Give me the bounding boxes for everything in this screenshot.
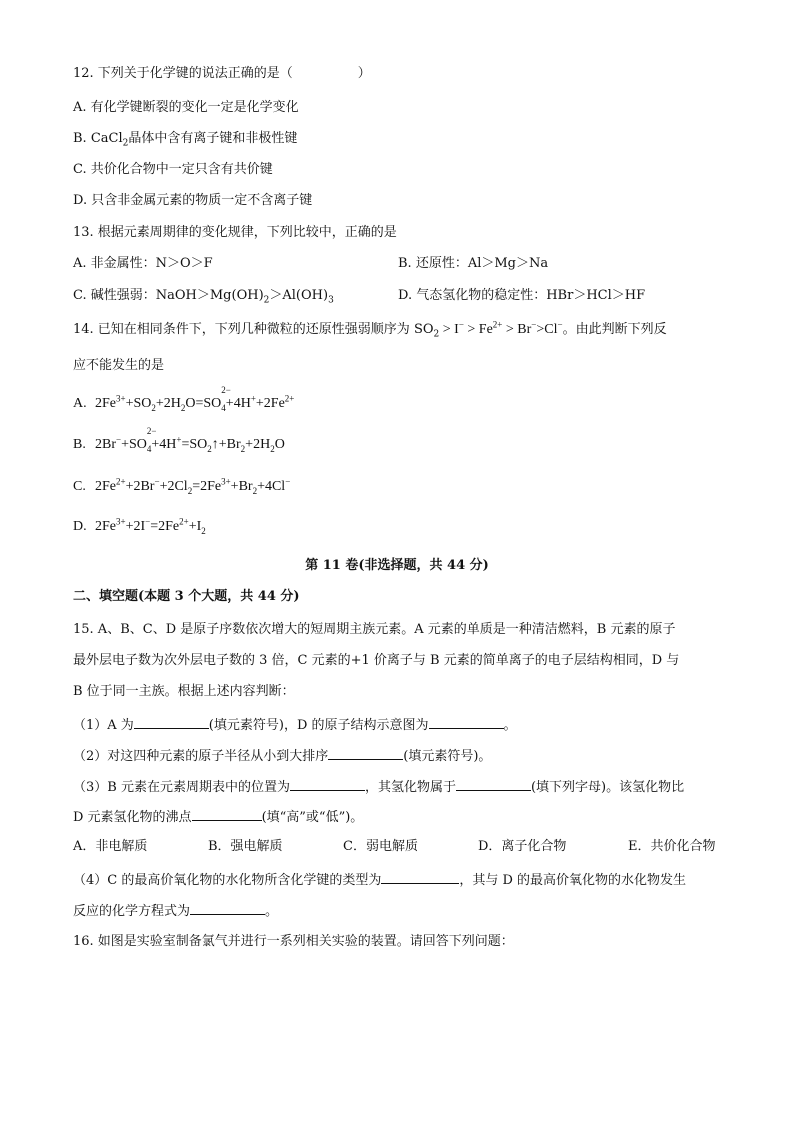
section-heading: 二、填空题(本题 3 个大题，共 44 分): [73, 589, 300, 604]
q14-stem-line2: 应不能发生的是: [73, 358, 165, 373]
q13-option-a: A. 非金属性：N＞O＞F: [73, 256, 213, 271]
q15-stem-line1: 15. A、B、C、D 是原子序数依次增大的短周期主族元素。A 元素的单质是一种清洁燃料，B 元素的原子: [73, 622, 676, 637]
q12-option-b: B. CaCl$_2$晶体中含有离子键和非极性键: [73, 131, 298, 149]
q13-stem: 13. 根据元素周期律的变化规律，下列比较中，正确的是: [73, 225, 397, 240]
q14-option-a: A. $2Fe^{3+}+SO_2+2H_2O=SO$ $_{2- 4}+4H^++2Fe^{2+}$: [73, 384, 295, 413]
choice-a: A．非电解质: [73, 839, 148, 854]
answer-blank[interactable]: [134, 716, 209, 729]
choice-c: C．弱电解质: [343, 839, 418, 854]
q15-stem-line2: 最外层电子数为次外层电子数的 3 倍，C 元素的+1 价离子与 B 元素的简单离子的电子层结构相同，D 与: [73, 653, 680, 668]
answer-blank[interactable]: [192, 808, 262, 821]
q14-option-d: D. $2Fe^{3+}+2I^-=2Fe^{2+}+I_2$: [73, 516, 206, 536]
q15-stem-line3: B 位于同一主族。根据上述内容判断：: [73, 684, 295, 699]
q12-option-d: D. 只含非金属元素的物质一定不含离子键: [73, 193, 313, 208]
q15-part3: （3）B 元素在元素周期表中的位置为 ，其氢化物属于 (填下列字母)。该氢化物比: [73, 780, 685, 795]
q14-option-b: B. 2Br−+SO $_{2- 4}+4H^+=SO_2↑+Br_2+2H_2O$: [73, 425, 285, 454]
answer-blank[interactable]: [456, 778, 531, 791]
q15-part4-cont: 反应的化学方程式为 。: [73, 904, 279, 919]
q14-stem-line1: 14. 已知在相同条件下，下列几种微粒的还原性强弱顺序为 $SO_2 > I^- > Fe^{2+} > Br^->Cl^-$。由此判断下列反: [73, 319, 667, 340]
q13-option-b: B. 还原性：Al＞Mg＞Na: [398, 256, 549, 271]
answer-blank[interactable]: [429, 716, 504, 729]
q15-part1: （1）A 为 (填元素符号)，D 的原子结构示意图为 。: [73, 718, 517, 733]
choice-d: D．离子化合物: [478, 839, 567, 854]
q12-option-c: C. 共价化合物中一定只含有共价键: [73, 162, 273, 177]
answer-blank[interactable]: [381, 871, 459, 884]
answer-blank[interactable]: [190, 902, 265, 915]
choice-e: E．共价化合物: [628, 839, 716, 854]
q15-choices: [73, 839, 716, 855]
q13-option-c: C. 碱性强弱：$NaOH>Mg(OH)_2>Al(OH)_3$: [73, 288, 334, 306]
q13-option-d: D. 气态氢化物的稳定性：HBr＞HCl＞HF: [398, 288, 646, 303]
answer-blank[interactable]: [290, 778, 365, 791]
q15-part3-cont: D 元素氢化物的沸点 (填“高”或“低”)。: [73, 810, 364, 825]
choice-b: B．强电解质: [208, 839, 283, 854]
section-title: 第 11 卷(非选择题，共 44 分): [305, 558, 489, 573]
q12-option-a: A. 有化学键断裂的变化一定是化学变化: [73, 100, 299, 115]
q16-stem: 16. 如图是实验室制备氯气并进行一系列相关实验的装置。请回答下列问题：: [73, 934, 514, 949]
q15-part4: （4）C 的最高价氧化物的水化物所含化学键的类型为 ，其与 D 的最高价氧化物的水化物发生: [73, 873, 687, 888]
q12-stem: 12. 下列关于化学键的说法正确的是（ ）: [73, 66, 371, 81]
answer-blank[interactable]: [328, 747, 403, 760]
q15-part2: （2）对这四种元素的原子半径从小到大排序 (填元素符号)。: [73, 749, 492, 764]
q14-option-c: C. $2Fe^{2+}+2Br^-+2Cl_2=2Fe^{3+}+Br_2+4Cl^-$: [73, 476, 291, 496]
